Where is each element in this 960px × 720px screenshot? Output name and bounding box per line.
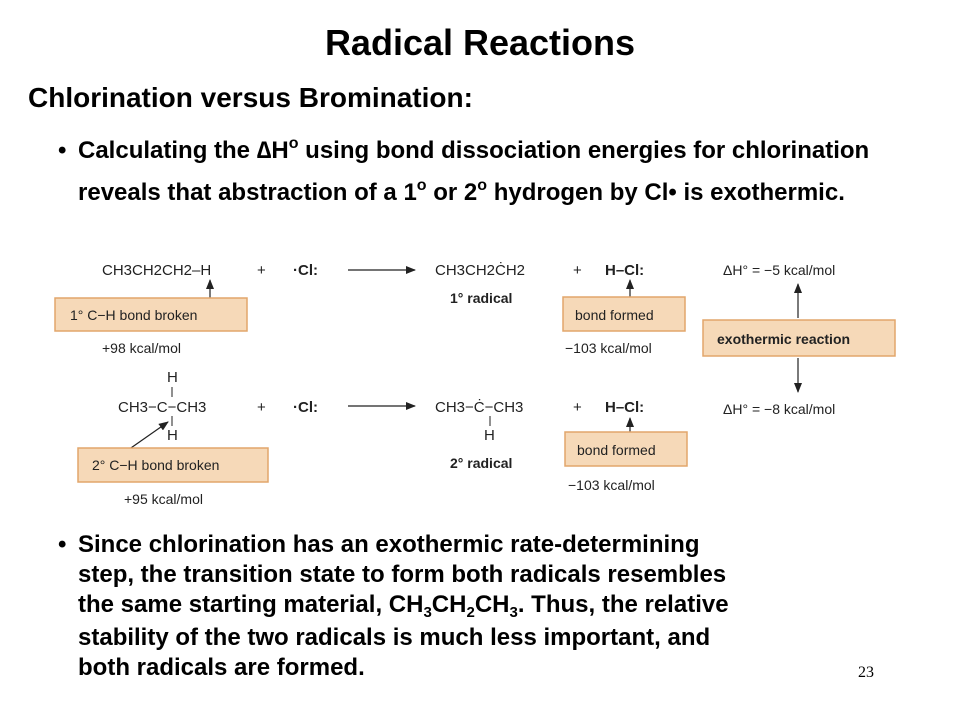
delta-h-row1: ΔH° = −5 kcal/mol <box>723 262 836 278</box>
delta-h-row2: ΔH° = −8 kcal/mol <box>723 401 836 417</box>
propane-secondary-h: CH3−C−CH3 <box>118 399 207 416</box>
chlorine-radical: ·Cl: <box>293 262 318 279</box>
h-bottom: H <box>167 427 178 444</box>
primary-radical-label: 1° radical <box>450 290 513 306</box>
hcl-product: H–Cl: <box>605 399 645 416</box>
secondary-broken-energy: +95 kcal/mol <box>124 491 203 507</box>
bullet-marker: • <box>58 137 67 164</box>
bullet-marker: • <box>58 531 67 558</box>
plus-sign: + <box>573 399 582 416</box>
bullet-2-text: Since chlorination has an exothermic rate-determining step, the transition state to form both radicals resembles the same starting material, $CH_3CH_2CH_3$. Thus, the relative stability of the two radicals is much less important, and both radicals are formed. <box>78 531 729 681</box>
primary-bond-broken-label: 1° C−H bond broken <box>70 307 198 323</box>
secondary-radical-label: 2° radical <box>450 455 513 471</box>
secondary-bond-broken-label: 2° C−H bond broken <box>92 457 220 473</box>
primary-radical-product: CH3CH2ĊH2 <box>435 262 526 279</box>
formed-energy-row1: −103 kcal/mol <box>565 340 652 356</box>
plus-sign: + <box>573 262 582 279</box>
bond-formed-label: bond formed <box>577 442 656 458</box>
h-top: H <box>167 369 178 386</box>
slide-title: Radical Reactions <box>324 22 636 63</box>
bullet-point-2 <box>58 530 858 683</box>
bond-formed-label: bond formed <box>575 307 654 323</box>
primary-broken-energy: +98 kcal/mol <box>102 340 181 356</box>
chlorination-reaction-scheme <box>50 250 910 512</box>
pointer-arrow <box>128 422 168 450</box>
plus-sign: + <box>257 399 266 416</box>
propane-primary-h: CH3CH2CH2–H <box>102 262 212 279</box>
exothermic-reaction-label: exothermic reaction <box>717 331 851 347</box>
bullet-1-text: Calculating the $\Delta H^o$ using bond dissociation energies for chlorination reveals that abstraction of a 1$^o$ or 2$^o$ hydrogen by Cl• is exothermic. <box>78 135 870 206</box>
hcl-product: H–Cl: <box>605 262 645 279</box>
chlorine-radical: ·Cl: <box>293 399 318 416</box>
formed-energy-row2: −103 kcal/mol <box>568 477 655 493</box>
page-number: 23 <box>858 664 874 681</box>
slide-subtitle: Chlorination versus Bromination: <box>28 82 473 113</box>
h-bottom: H <box>484 427 495 444</box>
bullet-point-1 <box>58 130 928 214</box>
plus-sign: + <box>257 262 266 279</box>
delta-h-symbol: ∆H <box>256 137 289 164</box>
secondary-radical-product: CH3−Ċ−CH3 <box>435 399 524 416</box>
